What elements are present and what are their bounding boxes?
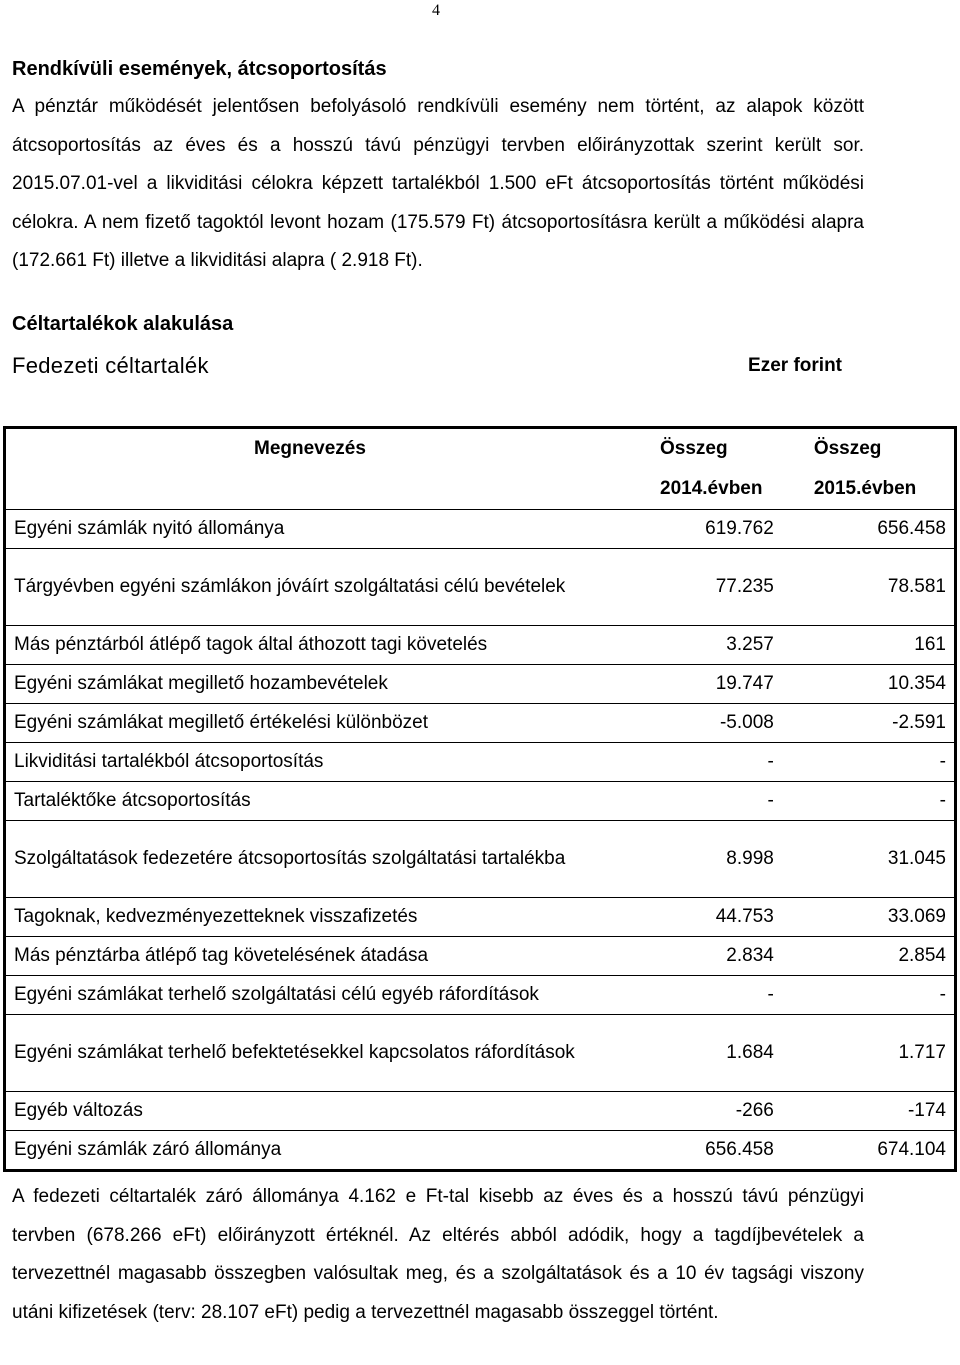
reserve-table [3,426,957,1172]
section-heading-events: Rendkívüli események, átcsoportosítás [12,58,387,80]
row-label: Egyéb változás [14,1100,143,1121]
value-2014: 656.458 [705,1139,774,1160]
value-2015: 656.458 [877,518,946,539]
table-row [5,821,956,898]
value-2014: -5.008 [719,712,774,733]
table-header-row [5,428,956,510]
table-row [5,704,956,743]
value-2014: 3.257 [726,634,774,655]
value-2015: 31.045 [887,848,946,869]
value-2014: 1.684 [726,1042,774,1063]
value-2015: -2.591 [892,712,946,733]
row-label: Tagoknak, kedvezményezetteknek visszafizetés [14,906,418,927]
unit-label: Ezer forint [748,354,842,376]
table-row [5,1131,956,1171]
table-row [5,976,956,1015]
table-row [5,743,956,782]
page-number: 4 [432,2,440,19]
value-2015: 1.717 [898,1042,946,1063]
value-2014: 2.834 [726,945,774,966]
value-2014: 44.753 [715,906,774,927]
row-label: Más pénztárba átlépő tag követelésének átadása [14,945,429,966]
table-row [5,1015,956,1092]
table-row [5,510,956,549]
value-2014: 19.747 [715,673,774,694]
fund-title: Fedezeti céltartalék [12,352,209,378]
row-label: Tárgyévben egyéni számlákon jóváírt szolgáltatási célú bevételek [14,576,566,597]
row-label: Egyéni számlák záró állománya [14,1139,282,1160]
closing-section [12,1178,864,1332]
row-label: Egyéni számlákat megillető hozambevételek [14,673,388,694]
header-2014: Összeg 2014.évben [632,428,782,510]
events-paragraph: A pénztár működését jelentősen befolyásoló rendkívüli esemény nem történt, az alapok között átcsoportosítás az éves és a hosszú távú pénzügyi tervben előirányzottak szerint került sor. 2015.07.01-vel a likviditási célokra képzett tartalékból 1.500 eFt átcsoportosítás történt működési célokra. A nem fizető tagoktól levont hozam (175.579 Ft) átcsoportosításra került a működési alapra (172.661 Ft) illetve a likviditási alapra ( 2.918 Ft). [12,96,864,271]
value-2015: 161 [914,634,946,655]
row-label: Egyéni számlák nyitó állománya [14,518,285,539]
row-label: Szolgáltatások fedezetére átcsoportosítás szolgáltatási tartalékba [14,848,566,869]
value-2014: -266 [735,1100,774,1121]
header-2015: Összeg 2015.évben [782,428,956,510]
value-2015: - [939,790,946,811]
fund-title-row [12,347,864,385]
value-2015: 78.581 [887,576,946,597]
table-row [5,937,956,976]
value-2014: - [767,790,774,811]
header-name: Megnevezés [5,428,633,510]
value-2015: 10.354 [887,673,946,694]
section-heading-reserves: Céltartalékok alakulása [12,312,234,335]
table-row [5,782,956,821]
value-2014: 77.235 [715,576,774,597]
value-2015: 674.104 [877,1139,946,1160]
closing-paragraph: A fedezeti céltartalék záró állománya 4.162 e Ft-tal kisebb az éves és a hosszú távú pénzügyi tervben (678.266 eFt) előirányzott értéknél. Az eltérés abból adódik, hogy a tagdíjbevételek a tervezettnél magasabb összegben valósultak meg, és a szolgáltatások és a 10 év tagsági viszony utáni kifizetések (terv: 28.107 eFt) pedig a tervezettnél magasabb összeggel történt. [12,1186,864,1323]
table-row [5,1092,956,1131]
value-2014: 619.762 [705,518,774,539]
row-label: Likviditási tartalékból átcsoportosítás [14,751,324,772]
value-2015: 33.069 [887,906,946,927]
document-body [12,50,864,385]
row-label: Más pénztárból átlépő tagok által áthozott tagi követelés [14,634,488,655]
row-label: Egyéni számlákat megillető értékelési különbözet [14,712,428,733]
table-row [5,665,956,704]
value-2015: - [939,751,946,772]
value-2014: - [767,751,774,772]
row-label: Tartaléktőke átcsoportosítás [14,790,251,811]
row-label: Egyéni számlákat terhelő befektetésekkel kapcsolatos ráfordítások [14,1042,575,1063]
value-2014: 8.998 [726,848,774,869]
value-2015: -174 [907,1100,946,1121]
table-row [5,626,956,665]
value-2015: 2.854 [898,945,946,966]
value-2015: - [939,984,946,1005]
row-label: Egyéni számlákat terhelő szolgáltatási célú egyéb ráfordítások [14,984,539,1005]
table-row [5,549,956,626]
table-body [5,510,956,1171]
table-row [5,898,956,937]
value-2014: - [767,984,774,1005]
